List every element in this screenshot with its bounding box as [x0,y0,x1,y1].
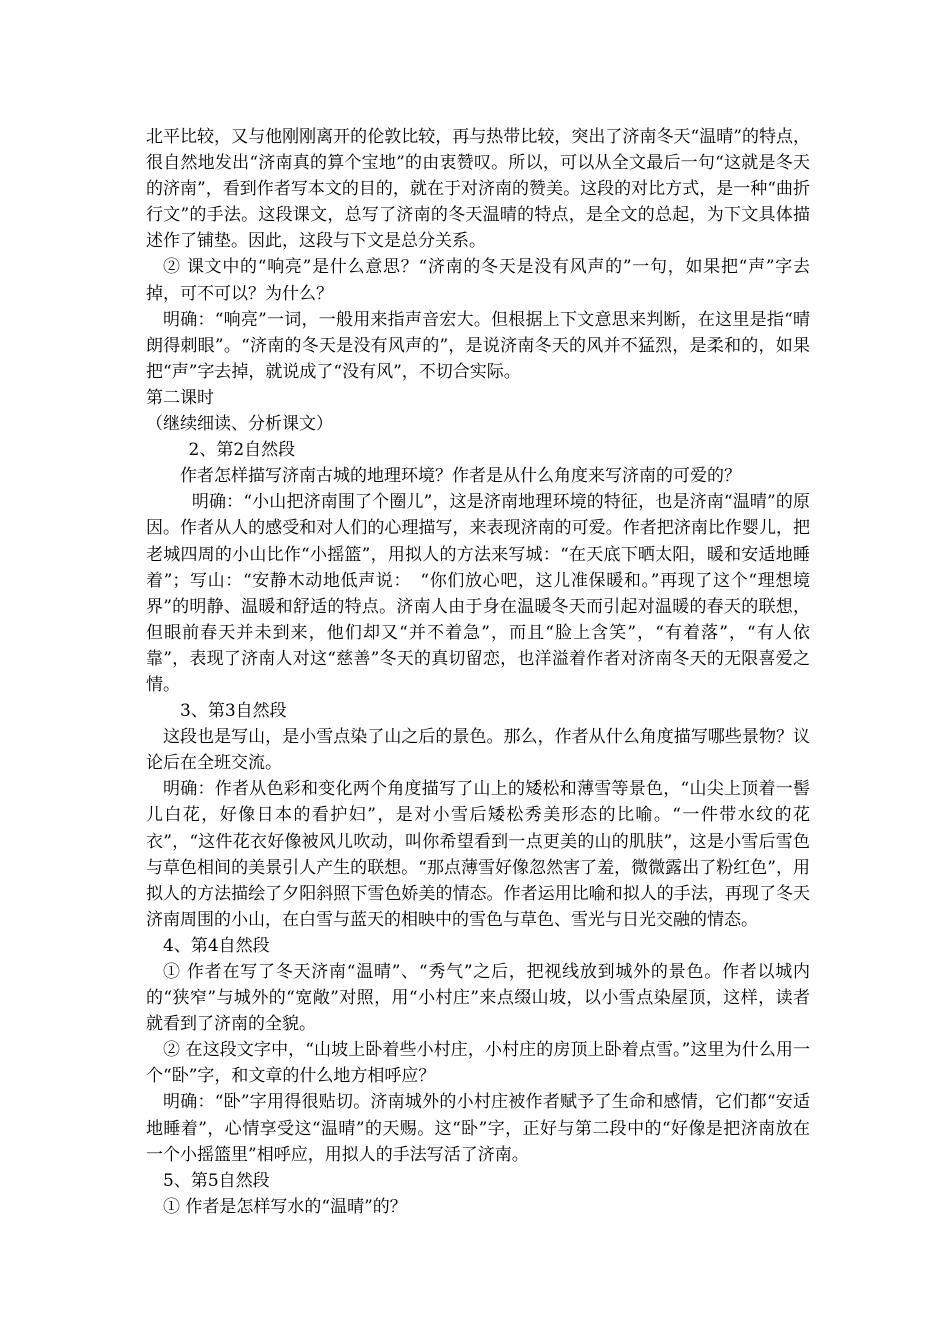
paragraph: ① 作者在写了冬天济南“温晴”、“秀气”之后，把视线放到城外的景色。作者以城内的“狭窄”与城外的“宽敞”对照，用“小村庄”来点缀山坡，以小雪点染屋顶，这样，读者就看到了济南的全貌。 [146,962,810,1035]
paragraph: 明确：“响亮”一词，一般用来指声音宏大。但根据上下文意思来判断，在这里是指“晴朗得刺眼”。“济南的冬天是没有风声的”，是说济南冬天的风并不猛烈，是柔和的，如果把“声”字去掉，就说成了“没有风”，不切合实际。 [146,309,810,382]
paragraph: ② 在这段文字中，“山坡上卧着些小村庄，小村庄的房顶上卧着点雪。”这里为什么用一个“卧”字，和文章的什么地方相呼应？ [146,1040,810,1087]
section-heading: 2、第2自然段 [188,440,296,461]
paragraph: 明确：“卧”字用得很贴切。济南城外的小村庄被作者赋予了生命和感情，它们都“安适地睡着”，心情享受这“温晴”的天赐。这“卧”字，正好与第二段中的“好像是把济南放在一个小摇篮里”相呼应，用拟人的手法写活了济南。 [146,1092,810,1165]
section-heading: 4、第4自然段 [163,935,270,956]
document-page [146,124,810,1220]
paragraph: 北平比较，又与他刚刚离开的伦敦比较，再与热带比较，突出了济南冬天“温晴”的特点，很自然地发出“济南真的算个宝地”的由衷赞叹。所以，可以从全文最后一句“这就是冬天的济南”，看到作者写本文的目的，就在于对济南的赞美。这段的对比方式，是一种“曲折行文”的手法。这段课文，总写了济南的冬天温晴的特点，是全文的总起，为下文具体描述作了铺垫。因此，这段与下文是总分关系。 [146,127,810,252]
paragraph: 这段也是写山，是小雪点染了山之后的景色。那么，作者从什么角度描写哪些景物？议论后在全班交流。 [146,727,810,774]
paragraph: 明确：作者从色彩和变化两个角度描写了山上的矮松和薄雪等景色，“山尖上顶着一髻儿白花，好像日本的看护妇”，是对小雪后矮松秀美形态的比喻。“一件带水纹的花衣”，“这件花衣好像被风儿吹动，叫你希望看到一点更美的山的肌肤”，这是小雪后雪色与草色相间的美景引人产生的联想。“那点薄雪好像忽然害了羞，微微露出了粉红色”，用拟人的方法描绘了夕阳斜照下雪色娇美的情态。作者运用比喻和拟人的手法，再现了冬天济南周围的小山，在白雪与蓝天的相映中的雪色与草色、雪光与日光交融的情态。 [146,779,810,930]
paragraph: 明确：“小山把济南围了个圈儿”，这是济南地理环境的特征，也是济南“温晴”的原因。作者从人的感受和对人们的心理描写，来表现济南的可爱。作者把济南比作婴儿，把老城四周的小山比作“小摇篮”，用拟人的方法来写城：“在天底下晒太阳，暖和安适地睡着”；写山：“安静木动地低声说： “你们放心吧，这儿准保暖和。”再现了这个“理想境界”的明静、温暖和舒适的特点。济南人由于身在温暖冬天而引起对温暖的春天的联想，但眼前春天并未到来，他们却又“并不着急”，而且“脸上含笑”，“有着落”，“有人依靠”，表现了济南人对这“慈善”冬天的真切留恋，也洋溢着作者对济南冬天的无限喜爱之情。 [146,492,810,695]
lesson-heading: 第二课时 [146,387,214,408]
paragraph: ② 课文中的“响亮”是什么意思？“济南的冬天是没有风声的”一句，如果把“声”字去掉，可不可以？为什么？ [146,257,810,304]
section-heading: 5、第5自然段 [163,1170,270,1191]
lesson-subheading: （继续细读、分析课文） [146,414,333,435]
paragraph: ① 作者是怎样写水的“温晴”的？ [163,1196,407,1217]
paragraph: 作者怎样描写济南古城的地理环境？作者是从什么角度来写济南的可爱的？ [180,466,741,487]
section-heading: 3、第3自然段 [180,701,287,722]
